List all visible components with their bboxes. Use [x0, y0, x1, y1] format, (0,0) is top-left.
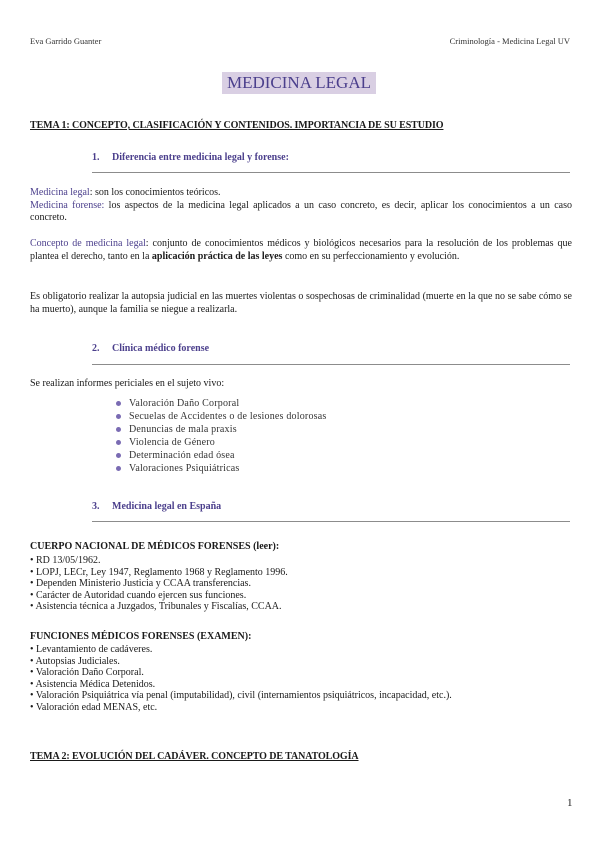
- header-author: Eva Garrido Guanter: [30, 36, 102, 46]
- list-item: • Levantamiento de cadáveres.: [30, 644, 153, 655]
- list-item: Violencia de Género: [116, 436, 326, 449]
- section-2-number: 2.: [92, 343, 100, 354]
- term-concepto: Concepto de medicina legal: [30, 238, 146, 249]
- tema2-heading: TEMA 2: EVOLUCIÓN DEL CADÁVER. CONCEPTO DE TANATOLOGÍA: [30, 751, 359, 762]
- section-1-title: [92, 152, 289, 163]
- text-concepto-bold: aplicación práctica de las leyes: [151, 250, 283, 262]
- list-item: • Dependen Ministerio Justicia y CCAA transferencias.: [30, 578, 251, 589]
- cuerpo-heading: CUERPO NACIONAL DE MÉDICOS FORENSES (leer):: [30, 541, 280, 552]
- text-medicina-forense: los aspectos de la medicina legal aplicados a un caso concreto, es decir, aplicar los conocimientos a un caso concreto.: [30, 199, 572, 223]
- paragraph-definitions: [30, 187, 572, 225]
- section-2-intro: Se realizan informes periciales en el sujeto vivo:: [30, 378, 225, 389]
- list-item: Valoraciones Psiquiátricas: [116, 462, 326, 475]
- section-2-label: Clínica médico forense: [112, 343, 210, 354]
- list-item: • Valoración edad MENAS, etc.: [30, 701, 158, 713]
- clinica-list: [116, 397, 326, 475]
- list-item: Denuncias de mala praxis: [116, 423, 326, 436]
- list-item: Valoración Daño Corporal: [116, 397, 326, 410]
- list-item: • Valoración Daño Corporal.: [30, 667, 144, 678]
- section-3-label: Medicina legal en España: [112, 501, 222, 512]
- divider: [92, 364, 570, 365]
- page-number: 1: [567, 797, 573, 809]
- section-1-label: Diferencia entre medicina legal y forense:: [112, 152, 289, 163]
- text-medicina-legal: : son los conocimientos teóricos.: [89, 187, 221, 198]
- page-title: MEDICINA LEGAL: [222, 72, 376, 94]
- list-item: • Autopsias Judiciales.: [30, 655, 120, 667]
- list-item: • LOPJ, LECr, Ley 1947, Reglamento 1968 y Reglamento 1996.: [30, 566, 288, 578]
- paragraph-autopsia: Es obligatorio realizar la autopsia judicial en las muertes violentas o sospechosas de criminalidad (muerte en la que no se sabe cómo se ha muerto), aunque la familia se niegue a realizarla.: [30, 291, 572, 315]
- list-item: • RD 13/05/1962.: [30, 555, 101, 566]
- list-item: • Carácter de Autoridad cuando ejercen sus funciones.: [30, 589, 247, 601]
- text-concepto-1: : conjunto de conocimientos médicos y biológicos necesarios para la resolución de los problemas que plantea el derecho, tanto en la: [30, 238, 572, 262]
- section-3-number: 3.: [92, 501, 100, 512]
- list-item: Determinación edad ósea: [116, 449, 326, 462]
- list-item: • Asistencia técnica a Juzgados, Tribunales y Fiscalías, CCAA.: [30, 601, 282, 612]
- funciones-list: [30, 644, 452, 713]
- term-medicina-forense: Medicina forense:: [30, 199, 105, 211]
- list-item: • Asistencia Médica Detenidos.: [30, 678, 156, 690]
- paragraph-concepto: [30, 238, 572, 263]
- divider: [92, 172, 570, 173]
- cuerpo-list: [30, 555, 288, 613]
- funciones-heading: FUNCIONES MÉDICOS FORENSES (EXAMEN):: [30, 631, 252, 642]
- text-concepto-2: como en su perfeccionamiento y evolución.: [282, 250, 460, 262]
- section-3-title: [92, 501, 221, 512]
- section-2-title: [92, 343, 209, 354]
- tema1-heading: TEMA 1: CONCEPTO, CLASIFICACIÓN Y CONTENIDOS. IMPORTANCIA DE SU ESTUDIO: [30, 120, 444, 131]
- list-item: • Valoración Psiquiátrica vía penal (imputabilidad), civil (internamientos psiquiátricos, incapacidad, etc.).: [30, 690, 452, 701]
- divider: [92, 521, 570, 522]
- term-medicina-legal: Medicina legal: [30, 187, 90, 198]
- list-item: Secuelas de Accidentes o de lesiones dolorosas: [116, 410, 326, 423]
- header-course: Criminología - Medicina Legal UV: [449, 36, 570, 46]
- section-1-number: 1.: [92, 152, 100, 163]
